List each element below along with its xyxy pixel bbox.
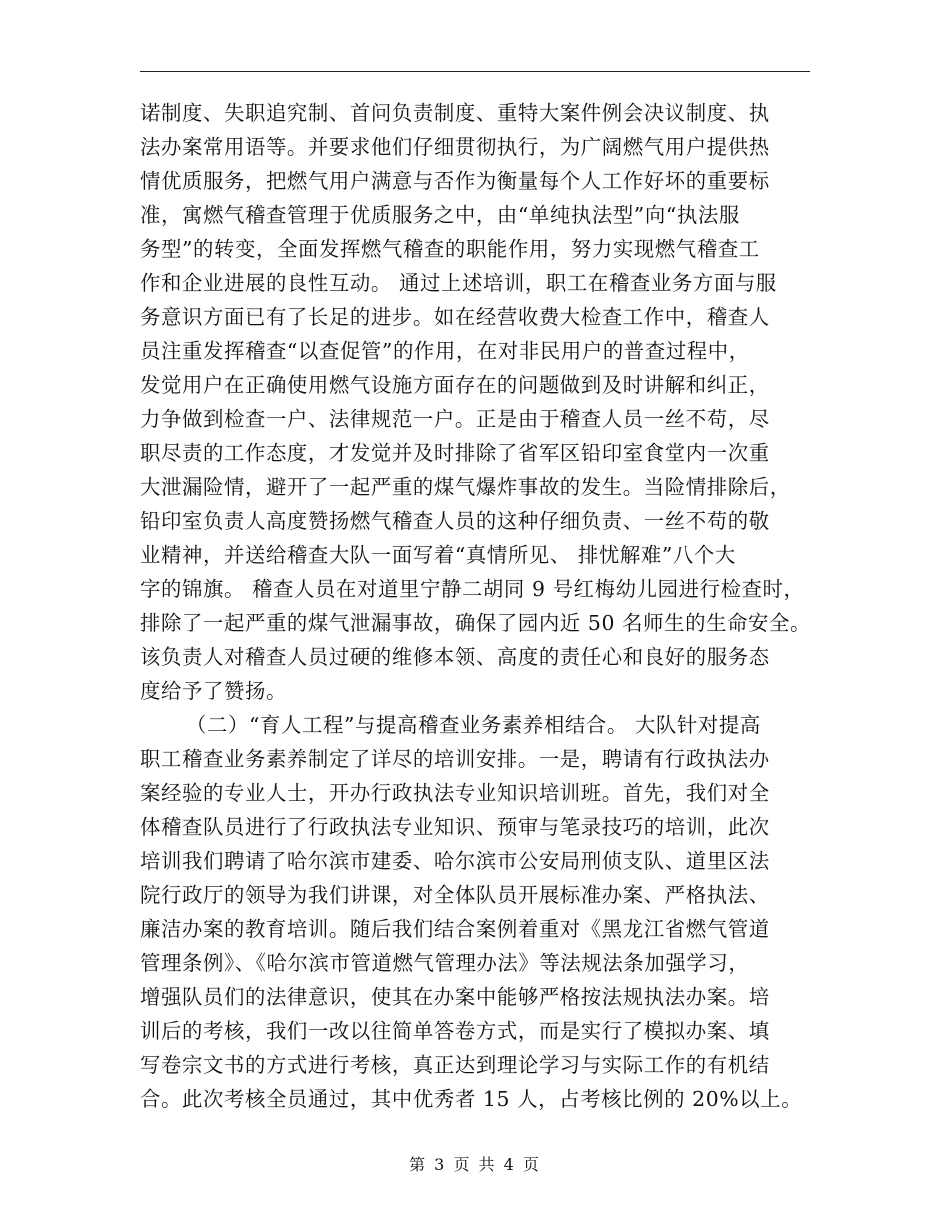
body-line: 写卷宗文书的方式进行考核，真正达到理论学习与实际工作的有机结 xyxy=(140,1053,770,1077)
body-line: 诺制度、失职追究制、首问负责制度、重特大案件例会决议制度、执 xyxy=(140,101,770,125)
body-line: 发觉用户在正确使用燃气设施方面存在的问题做到及时讲解和纠正， xyxy=(140,373,770,397)
body-line: 铅印室负责人高度赞扬燃气稽查人员的这种仔细负责、一丝不苟的敬 xyxy=(140,509,770,533)
body-line: 训后的考核，我们一改以往简单答卷方式，而是实行了模拟办案、填 xyxy=(140,1019,770,1043)
body-line: 作和企业进展的良性互动。 通过上述培训，职工在稽查业务方面与服 xyxy=(140,271,777,295)
body-line: 务意识方面已有了长足的进步。如在经营收费大检查工作中，稽查人 xyxy=(140,305,770,329)
body-line: 字的锦旗。 稽查人员在对道里宁静二胡同 9 号红梅幼儿园进行检查时， xyxy=(140,577,805,601)
body-line: 准，寓燃气稽查管理于优质服务之中，由“单纯执法型”向“执法服 xyxy=(140,203,740,227)
body-line: 法办案常用语等。并要求他们仔细贯彻执行，为广阔燃气用户提供热 xyxy=(140,135,770,159)
header-rule xyxy=(140,71,810,72)
page-number-footer: 第 3 页 共 4 页 xyxy=(409,1155,541,1174)
body-line: 管理条例》、《哈尔滨市管道燃气管理办法》等法规法条加强学习， xyxy=(140,951,750,975)
body-line: 培训我们聘请了哈尔滨市建委、哈尔滨市公安局刑侦支队、道里区法 xyxy=(140,849,770,873)
body-line: 职尽责的工作态度，才发觉并及时排除了省军区铅印室食堂内一次重 xyxy=(140,441,770,465)
body-line: 业精神，并送给稽查大队一面写着“真情所见、 排忧解难”八个大 xyxy=(140,543,736,567)
body-line: 院行政厅的领导为我们讲课，对全体队员开展标准办案、严格执法、 xyxy=(140,883,770,907)
body-line: 务型”的转变，全面发挥燃气稽查的职能作用，努力实现燃气稽查工 xyxy=(140,237,760,261)
body-line: 增强队员们的法律意识，使其在办案中能够严格按法规执法办案。培 xyxy=(140,985,770,1009)
body-line: 该负责人对稽查人员过硬的维修本领、高度的责任心和良好的服务态 xyxy=(140,645,770,669)
body-line: 职工稽查业务素养制定了详尽的培训安排。一是，聘请有行政执法办 xyxy=(140,747,770,771)
body-line: 廉洁办案的教育培训。随后我们结合案例着重对《黑龙江省燃气管道 xyxy=(140,917,770,941)
body-line: 案经验的专业人士，开办行政执法专业知识培训班。首先，我们对全 xyxy=(140,781,770,805)
body-line: 员注重发挥稽查“以查促管”的作用，在对非民用户的普查过程中， xyxy=(140,339,750,363)
body-line: 大泄漏险情，避开了一起严重的煤气爆炸事故的发生。当险情排除后， xyxy=(140,475,791,499)
body-line: 合。此次考核全员通过，其中优秀者 15 人，占考核比例的 20%以上。 xyxy=(140,1087,803,1111)
body-line: 体稽查队员进行了行政执法专业知识、预审与笔录技巧的培训，此次 xyxy=(140,815,770,839)
document-body xyxy=(140,96,816,1116)
body-line: 力争做到检查一户、法律规范一户。正是由于稽查人员一丝不苟，尽 xyxy=(140,407,770,431)
section-heading-line: （二）“育人工程”与提高稽查业务素养相结合。 大队针对提高 xyxy=(186,713,761,737)
body-line: 度给予了赞扬。 xyxy=(140,679,287,703)
body-line: 排除了一起严重的煤气泄漏事故，确保了园内近 50 名师生的生命安全。 xyxy=(140,611,812,635)
body-line: 情优质服务，把燃气用户满意与否作为衡量每个人工作好坏的重要标 xyxy=(140,169,770,193)
